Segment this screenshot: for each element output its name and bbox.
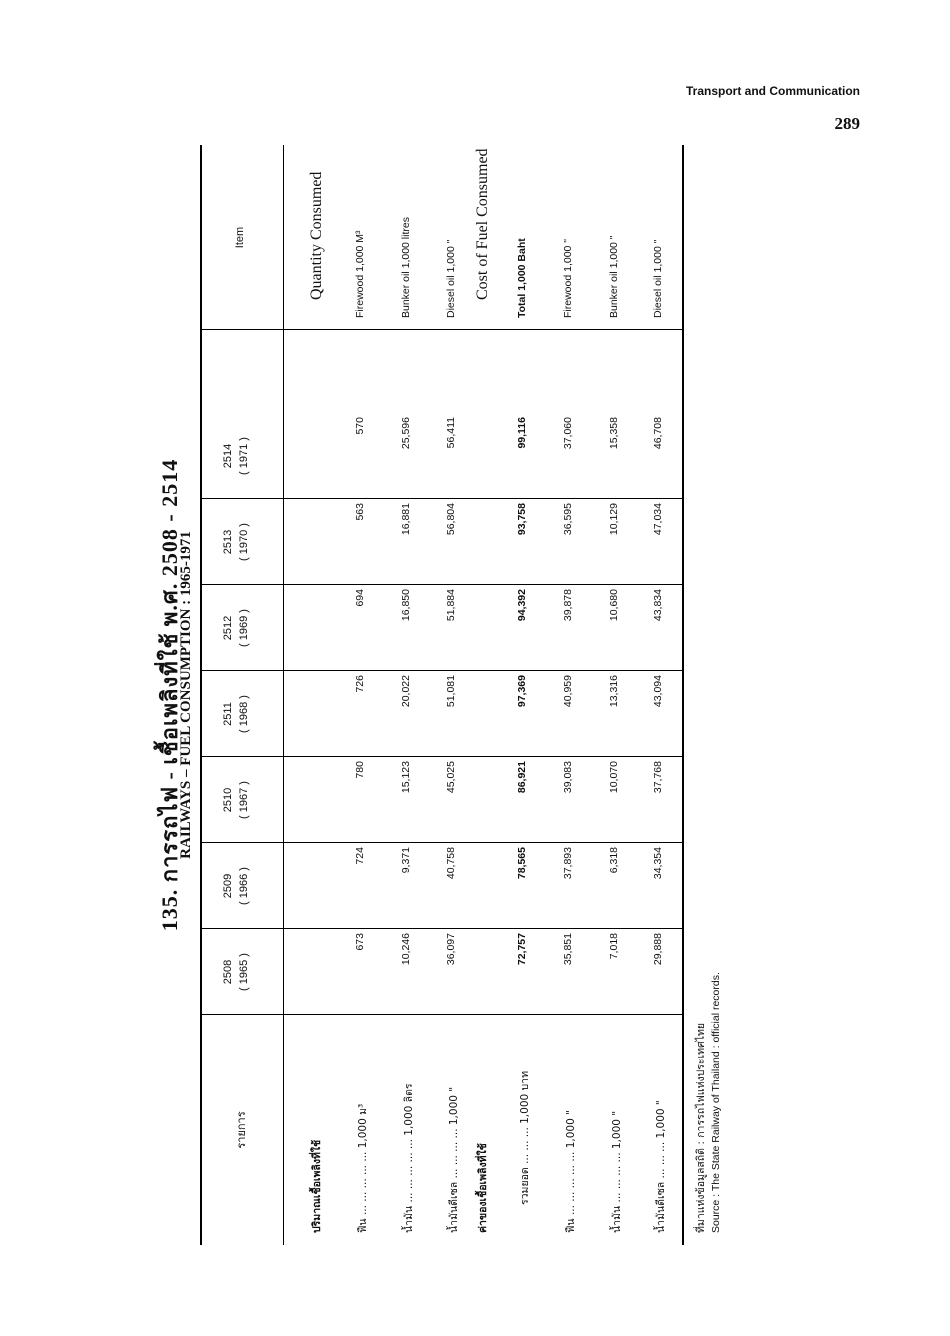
data-cell: 25,596	[400, 417, 412, 450]
data-cell: 15,358	[608, 417, 620, 450]
table-row	[516, 145, 536, 1245]
row-thai-label: ฟืน ... ... ... ... ... 1,000 "	[565, 1110, 577, 1233]
row-en-label: Firewood 1,000 M³	[354, 230, 366, 318]
data-cell: 56,411	[445, 417, 457, 449]
header-item: Item	[234, 226, 246, 249]
data-cell: 20,022	[400, 675, 412, 708]
row-en-label: Firewood 1,000 "	[562, 238, 574, 318]
year-header: 2510 ( 1967 )	[222, 781, 250, 819]
data-cell: 35,851	[562, 933, 574, 966]
table-row	[445, 145, 465, 1245]
row-thai-label: น้ำมันดีเซล ... ... ... ... 1,000 "	[448, 1086, 460, 1233]
data-cell: 694	[354, 589, 366, 607]
section-thai-label: ค่าของเชื้อเพลิงที่ใช้	[477, 1143, 489, 1233]
section-en-label: Quantity Consumed	[308, 171, 325, 300]
data-cell: 37,893	[562, 847, 574, 880]
data-cell: 15,123	[400, 761, 412, 794]
data-cell: 673	[354, 933, 366, 951]
data-cell: 39,083	[562, 761, 574, 794]
year-header: 2514 ( 1971 )	[222, 437, 250, 475]
year-header: 2508 ( 1965 )	[222, 953, 250, 991]
row-en-label: Diesel oil 1,000 "	[445, 239, 457, 318]
data-cell: 51,081	[445, 675, 457, 708]
data-cell: 99,116	[516, 417, 528, 449]
data-cell: 10,129	[608, 503, 620, 536]
data-cell: 40,959	[562, 675, 574, 708]
data-cell: 34,354	[652, 847, 664, 880]
section-thai-label: ปริมาณเชื้อเพลิงที่ใช้	[311, 1139, 323, 1233]
table-row	[652, 145, 672, 1245]
data-cell: 10,246	[400, 933, 412, 966]
data-cell: 7,018	[608, 933, 620, 960]
section-en-label: Cost of Fuel Consumed	[474, 148, 491, 300]
table-row	[354, 145, 374, 1245]
section-header-row	[474, 145, 494, 1245]
fuel-consumption-table	[200, 145, 684, 1245]
running-head: Transport and Communication	[685, 84, 860, 98]
data-cell: 36,097	[445, 933, 457, 966]
data-cell: 37,060	[562, 417, 574, 450]
year-header: 2509 ( 1966 )	[222, 867, 250, 905]
row-en-label: Bunker oil 1,000 litres	[400, 217, 412, 318]
data-cell: 563	[354, 503, 366, 521]
year-header: 2511 ( 1968 )	[222, 695, 250, 733]
table-row	[608, 145, 628, 1245]
data-cell: 6,318	[608, 847, 620, 874]
data-cell: 570	[354, 417, 366, 435]
data-cell: 10,070	[608, 761, 620, 794]
data-cell: 37,768	[652, 761, 664, 794]
data-cell: 16,881	[400, 503, 412, 536]
data-cell: 36,595	[562, 503, 574, 536]
data-cell: 72,757	[516, 933, 528, 966]
data-cell: 10,680	[608, 589, 620, 622]
data-cell: 47,034	[652, 503, 664, 536]
year-header: 2512 ( 1969 )	[222, 609, 250, 647]
source-note-thai: ที่มาแห่งข้อมูลสถิติ : การรถไฟแห่งประเทศไทย	[695, 1022, 707, 1233]
row-en-label: Total 1,000 Baht	[516, 238, 528, 318]
data-cell: 43,834	[652, 589, 664, 622]
table-title: 135. การรถไฟ - เชื้อเพลิงที่ใช้ พ.ศ. 2508 - 2514	[157, 458, 182, 932]
row-thai-label: น้ำมันดีเซล ... ... ... 1,000 "	[655, 1100, 667, 1233]
row-en-label: Bunker oil 1,000 "	[608, 235, 620, 318]
data-cell: 29,888	[652, 933, 664, 966]
rotated-table-block	[140, 145, 840, 1245]
data-cell: 78,565	[516, 847, 528, 880]
row-thai-label: น้ำมัน ... ... ... ... 1,000 "	[611, 1110, 623, 1233]
data-cell: 45,025	[445, 761, 457, 794]
data-cell: 46,708	[652, 417, 664, 450]
data-cell: 13,316	[608, 675, 620, 708]
data-cell: 51,884	[445, 589, 457, 622]
data-cell: 56,804	[445, 503, 457, 536]
data-cell: 40,758	[445, 847, 457, 880]
data-cell: 9,371	[400, 847, 412, 874]
data-cell: 93,758	[516, 503, 528, 536]
header-thai-item: รายการ	[235, 1111, 248, 1149]
row-en-label: Diesel oil 1,000 "	[652, 239, 664, 318]
row-thai-label: น้ำมัน ... ... ... ... ... 1,000 ลิตร	[403, 1083, 415, 1233]
data-cell: 16,850	[400, 589, 412, 622]
data-cell: 86,921	[516, 761, 528, 794]
data-cell: 97,369	[516, 675, 528, 708]
data-cell: 780	[354, 761, 366, 779]
page-number: 289	[834, 114, 860, 133]
table-row	[562, 145, 582, 1245]
data-cell: 94,392	[516, 589, 528, 622]
year-header: 2513 ( 1970 )	[222, 523, 250, 561]
table-subtitle: RAILWAYS – FUEL CONSUMPTION : 1965-1971	[178, 531, 194, 859]
data-cell: 724	[354, 847, 366, 865]
section-header-row	[308, 145, 328, 1245]
data-cell: 39,878	[562, 589, 574, 622]
data-cell: 726	[354, 675, 366, 693]
source-note-en: Source : The State Railway of Thailand : official records.	[710, 972, 722, 1233]
row-thai-label: รวมยอด ... ... ... 1,000 บาท	[519, 1070, 531, 1205]
table-row	[400, 145, 420, 1245]
row-thai-label: ฟืน ... ... ... ... ... 1,000 ม³	[357, 1103, 369, 1233]
data-cell: 43,094	[652, 675, 664, 708]
